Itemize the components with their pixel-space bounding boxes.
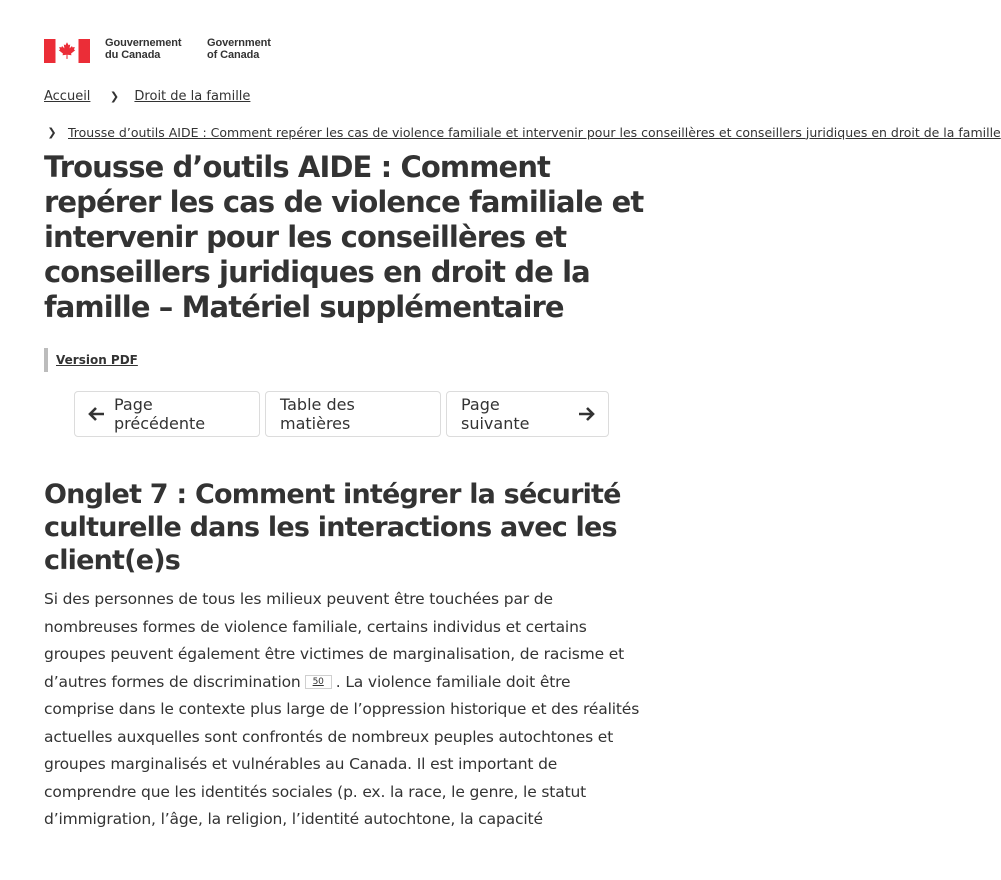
table-of-contents-label: Table des matières [280, 395, 355, 433]
next-page-button[interactable] [446, 391, 609, 437]
footnote-link[interactable]: 50 [305, 675, 332, 689]
next-page-label: Page suivante [461, 395, 530, 433]
signature-en: Government of Canada [207, 37, 271, 61]
previous-page-button[interactable] [74, 391, 260, 437]
breadcrumb-home-link[interactable]: Accueil [44, 88, 91, 104]
arrow-left-icon [89, 407, 105, 421]
paragraph-text-part1: Si des personnes de tous les milieux peuvent être touchées par de nombreuses formes de violence familiale, certains individus et certains groupes peuvent également être victimes de marginalisation, de racisme et d’autres formes de discrimination [44, 590, 625, 691]
signature-fr: Gouvernement du Canada [105, 37, 182, 61]
previous-page-label: Page précédente [114, 395, 206, 433]
pdf-version-link[interactable]: Version PDF [56, 353, 138, 367]
section-paragraph [44, 586, 640, 834]
breadcrumb-toolkit-link[interactable]: Trousse d’outils AIDE : Comment repérer les cas de violence familiale et intervenir pour les conseillères et conseillers juridiques en droit de la famille [68, 124, 1001, 140]
pager [74, 391, 609, 437]
chevron-right-icon: ❯ [109, 89, 120, 103]
breadcrumb-family-law-link[interactable]: Droit de la famille [134, 88, 251, 104]
canada-flag-icon [44, 39, 90, 63]
table-of-contents-button[interactable] [265, 391, 441, 437]
paragraph-text-part2: . La violence familiale doit être comprise dans le contexte plus large de l’oppression historique et des réalités actuelles auxquelles sont confrontés de nombreux peuples autochtones et groupes marginalisés et vulnérables au Canada. Il est important de comprendre que les identités sociales (p. ex. la race, le genre, le statut d’immigration, l’âge, la religion, l’identité autochtone, la capacité [44, 672, 640, 828]
arrow-right-icon [578, 407, 594, 421]
breadcrumb [44, 87, 1001, 141]
section-heading: Onglet 7 : Comment intégrer la sécurité culturelle dans les interactions avec les client(e)s [44, 479, 621, 576]
gc-signature[interactable] [44, 37, 271, 63]
page-title: Trousse d’outils AIDE : Comment repérer les cas de violence familiale et intervenir pour les conseillères et conseillers juridiques en droit de la famille – Matériel supplémentaire [44, 150, 644, 324]
pdf-version-block [44, 348, 138, 372]
chevron-right-icon: ❯ [47, 125, 57, 139]
